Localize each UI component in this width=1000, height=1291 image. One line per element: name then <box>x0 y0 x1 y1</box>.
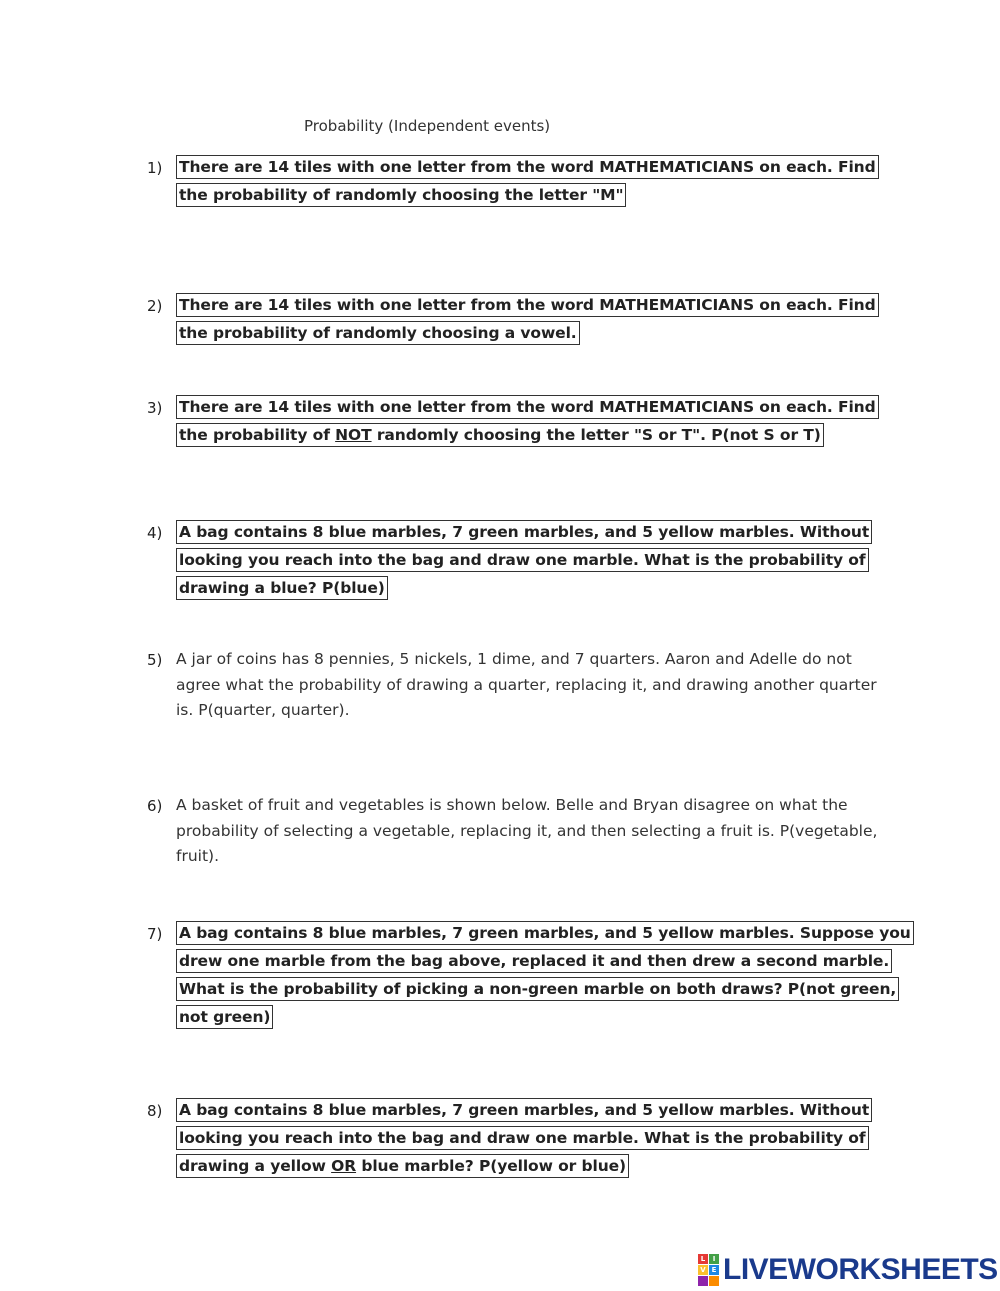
question-text-line[interactable] <box>176 1154 629 1178</box>
text-segment: blue marble? P(yellow or blue) <box>356 1157 627 1175</box>
question-text-line: A basket of fruit and vegetables is shown below. Belle and Bryan disagree on what the <box>176 796 848 814</box>
question-text-line[interactable]: A bag contains 8 blue marbles, 7 green marbles, and 5 yellow marbles. Without <box>176 1098 872 1122</box>
text-segment: randomly choosing the letter "S or T". P(not S or T) <box>371 426 821 444</box>
underlined-word: NOT <box>335 426 372 444</box>
logo-square <box>698 1276 708 1286</box>
question-text-line[interactable]: There are 14 tiles with one letter from the word MATHEMATICIANS on each. Find <box>176 155 879 179</box>
question-text-line[interactable]: the probability of randomly choosing a vowel. <box>176 321 580 345</box>
question-text-line[interactable]: looking you reach into the bag and draw one marble. What is the probability of <box>176 548 869 572</box>
question-number: 5) <box>147 651 163 669</box>
question-text-line[interactable]: There are 14 tiles with one letter from the word MATHEMATICIANS on each. Find <box>176 293 879 317</box>
question-text-line: fruit). <box>176 847 220 865</box>
logo-squares-icon <box>698 1254 719 1286</box>
question-text-line: probability of selecting a vegetable, replacing it, and then selecting a fruit is. P(vegetable, <box>176 821 878 840</box>
question-number: 3) <box>147 399 163 417</box>
question-text-line[interactable]: the probability of randomly choosing the letter "M" <box>176 183 626 207</box>
page-title: Probability (Independent events) <box>304 117 551 135</box>
question-text-line: agree what the probability of drawing a quarter, replacing it, and drawing another quarter <box>176 675 877 694</box>
question-text-line[interactable] <box>176 423 824 447</box>
question-text-line: A jar of coins has 8 pennies, 5 nickels, 1 dime, and 7 quarters. Aaron and Adelle do not <box>176 650 852 668</box>
question-number: 7) <box>147 925 163 943</box>
underlined-word: OR <box>331 1157 357 1175</box>
logo-square: I <box>709 1254 719 1264</box>
question-text-line[interactable]: looking you reach into the bag and draw one marble. What is the probability of <box>176 1126 869 1150</box>
question-text-line[interactable]: drew one marble from the bag above, replaced it and then drew a second marble. <box>176 949 892 973</box>
logo-text: LIVEWORKSHEETS <box>723 1253 998 1286</box>
logo-square <box>709 1276 719 1286</box>
text-segment: the probability of <box>179 426 336 444</box>
question-number: 8) <box>147 1102 163 1120</box>
question-text-line[interactable]: drawing a blue? P(blue) <box>176 576 388 600</box>
question-text-line[interactable]: A bag contains 8 blue marbles, 7 green marbles, and 5 yellow marbles. Suppose you <box>176 921 914 945</box>
logo-square: V <box>698 1265 708 1275</box>
question-number: 6) <box>147 797 163 815</box>
liveworksheets-logo <box>698 1253 998 1287</box>
question-text-line[interactable]: There are 14 tiles with one letter from the word MATHEMATICIANS on each. Find <box>176 395 879 419</box>
question-text-line[interactable]: A bag contains 8 blue marbles, 7 green marbles, and 5 yellow marbles. Without <box>176 520 872 544</box>
logo-square: L <box>698 1254 708 1264</box>
text-segment: drawing a yellow <box>179 1157 332 1175</box>
question-text-line: is. P(quarter, quarter). <box>176 701 350 719</box>
question-text-line[interactable]: What is the probability of picking a non-green marble on both draws? P(not green, <box>176 977 899 1001</box>
logo-square: E <box>709 1265 719 1275</box>
question-number: 2) <box>147 297 163 315</box>
question-text-line[interactable]: not green) <box>176 1005 273 1029</box>
question-number: 4) <box>147 524 163 542</box>
question-number: 1) <box>147 159 163 177</box>
